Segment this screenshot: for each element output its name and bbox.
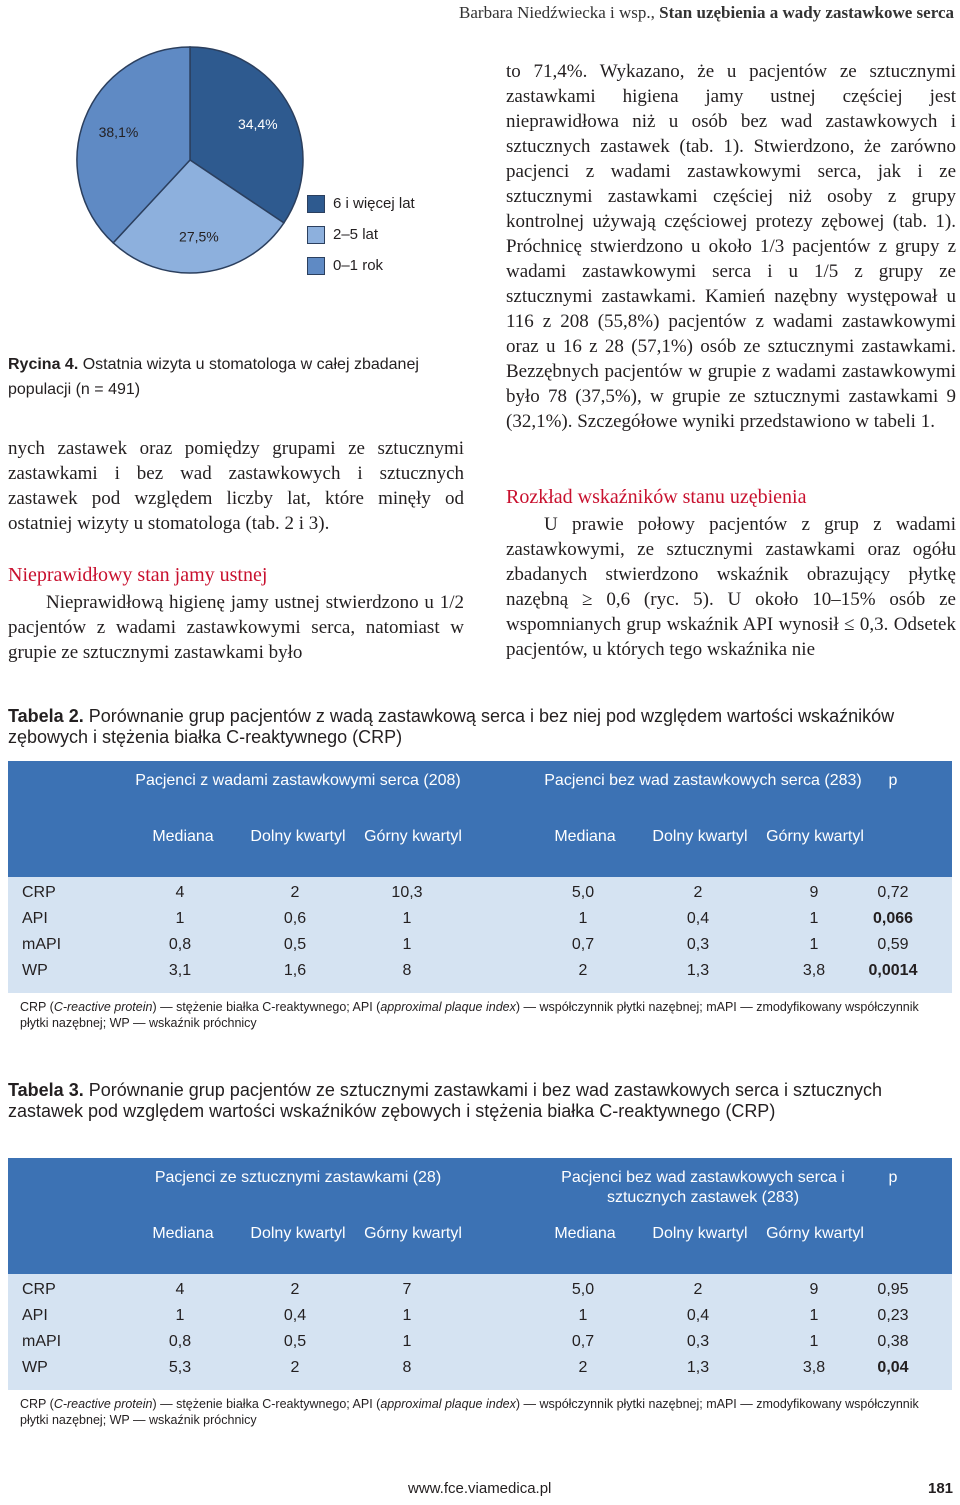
table-cell: 4 [175,1281,185,1298]
table-cell: 0,5 [283,936,307,953]
p-value-cell: 0,95 [877,1281,909,1298]
table-cell: 2 [693,1281,703,1298]
table-cell: 1 [809,1307,819,1324]
table-cell: 2 [693,884,703,901]
table-row [8,1355,952,1381]
table-row [8,880,952,906]
table3-group2-header: Pacjenci bez wad zastawkowych serca i sztucznych zastawek (283) [561,1169,845,1206]
table-row [8,1303,952,1329]
table-cell: 1,6 [283,962,307,979]
right-paragraph-1: to 71,4%. Wykazano, że u pacjentów ze sztucznymi zastawkami higiena jamy ustnej częściej jest nieprawidłowa niż u osób bez wad zastawkowych i sztucznych zastawek (tab. 1). Stwierdzono, że zarówno pacjenci z wadami zastawkowymi serca, jak i ze sztucznymi zastawkami częściej niż osoby z grupy kontrolnej używają częściowej protezy zębowej (tab. 1). Próchnicę stwierdzono u około 1/3 pacjentów z grupy z wadami zastawkowymi serca i u 1/5 z grupy ze sztucznymi zastawkami. Kamień nazębny występował u 116 z 208 (55,8%) pacjentów z wadami zastawkowymi oraz u 16 z 28 (57,1%) osób ze sztucznymi zastawkami. Bezzębnych pacjentów w grupie z wadami zastawkowymi było 78 (37,5%), w grupie ze sztucznymi zastawkami 9 (32,1%). Szczegółowe wyniki przedstawiono w tabeli 1. [506,61,956,432]
table3-subheader-1: Dolny kwartyl [250,1225,346,1242]
note-crp-en: C-reactive protein [53,1000,153,1014]
table-cell: 1 [402,910,412,927]
table-cell: 1,3 [686,1359,710,1376]
pie-slice-label-0: 34,4% [237,115,278,132]
table-cell: 2 [290,884,300,901]
table-cell: 7 [402,1281,412,1298]
row-label: WP [22,962,48,979]
p-value-cell: 0,0014 [868,962,918,979]
table-cell: 3,8 [802,962,826,979]
table2-label: Tabela 2. [8,706,84,726]
table2-group1-header: Pacjenci z wadami zastawkowymi serca (208) [135,772,461,789]
table-cell: 5,0 [571,1281,595,1298]
legend-item-0 [307,188,415,219]
table-cell: 1,3 [686,962,710,979]
p-value-cell: 0,066 [872,910,914,927]
table-cell: 0,4 [686,1307,710,1324]
figure-label: Rycina 4. [8,356,79,373]
table-cell: 1 [809,910,819,927]
footer-url[interactable]: www.fce.viamedica.pl [408,1480,552,1497]
row-label: API [22,1307,48,1324]
row-label: mAPI [22,1333,62,1350]
row-label: API [22,910,48,927]
p-value-cell: 0,04 [877,1359,909,1376]
note-api-en: approximal plaque index [380,1000,516,1014]
header-authors: Barbara Niedźwiecka i wsp. [459,3,651,22]
p-value-cell: 0,72 [877,884,909,901]
running-header: Barbara Niedźwiecka i wsp., Stan uzębienia a wady zastawkowe serca [459,3,954,22]
table-row [8,1329,952,1355]
pie-slice-label-2: 38,1% [98,123,139,140]
table-cell: 8 [402,1359,412,1376]
table2-header [8,761,952,877]
pie-chart [0,40,480,340]
table-cell: 1 [578,910,588,927]
header-title: Stan uzębienia a wady zastawkowe serca [659,3,954,22]
legend-label-1: 2–5 lat [333,226,379,243]
table-cell: 1 [402,1333,412,1350]
table3-subheader-5: Górny kwartyl [766,1225,864,1242]
table3-header [8,1158,952,1274]
table3-title-text: Porównanie grup pacjentów ze sztucznymi zastawkami i bez wad zastawkowych serca i sztucznych zastawek pod względem wartości wskaźników zębowych i stężenia białka C-reaktywnego (CRP) [8,1080,883,1121]
table-cell: 1 [175,910,185,927]
row-label: WP [22,1359,48,1376]
table-cell: 0,3 [686,1333,710,1350]
table-cell: 0,8 [168,936,192,953]
table3-subheader-4: Dolny kwartyl [652,1225,748,1242]
table-row [8,932,952,958]
table2-title-text: Porównanie grup pacjentów z wadą zastawkową serca i bez niej pod względem wartości wskaźników zębowych i stężenia białka C-reaktywnego (CRP) [8,706,895,747]
table3-label: Tabela 3. [8,1080,84,1100]
table2-title [8,706,952,748]
table-cell: 2 [290,1359,300,1376]
table-row [8,958,952,984]
legend-item-1 [307,219,415,250]
table-cell: 10,3 [391,884,423,901]
note-crp-pl: ) — stężenie białka C-reaktywnego; API ( [152,1397,381,1411]
table-row [8,1277,952,1303]
table3-subheader-0: Mediana [152,1225,214,1242]
legend-swatch-0 [307,195,325,213]
table-cell: 0,8 [168,1333,192,1350]
pie-slice-label-1: 27,5% [179,228,219,245]
table-cell: 1 [402,1307,412,1324]
table2-note [20,999,950,1031]
table-cell: 0,7 [571,936,595,953]
page-number: 181 [928,1480,954,1497]
legend-swatch-2 [307,257,325,275]
table-cell: 2 [578,1359,588,1376]
table-cell: 3,1 [168,962,192,979]
table3 [8,1158,952,1390]
table2-subheader-3: Mediana [554,828,616,845]
p-value-cell: 0,38 [877,1333,909,1350]
p-value-cell: 0,23 [877,1307,909,1324]
row-label: CRP [22,1281,56,1298]
right-heading: Rozkład wskaźników stanu uzębienia [506,486,807,508]
table2-p-header: p [888,772,898,789]
table2-subheader-4: Dolny kwartyl [652,828,748,845]
table-cell: 0,6 [283,910,307,927]
right-paragraph-2: U prawie połowy pacjentów z grup z wadami zastawkowymi, ze sztucznymi zastawkami oraz ogółu zbadanych stwierdzono wskaźnik obrazujący płytkę nazębną ≥ 0,6 (ryc. 5). U około 10–15% osób ze wspomnianych grup wskaźnik API wynosił ≤ 0,3. Odsetek pacjentów, u których tego wskaźnika nie [506,514,956,660]
table2-subheader-5: Górny kwartyl [766,828,864,845]
table-cell: 1 [809,1333,819,1350]
left-paragraph-1: nych zastawek oraz pomiędzy grupami ze sztucznymi zastawkami i bez wad zastawkowych i sztucznych zastawek pod względem liczby lat, które minęły od ostatniej wizyty u stomatologa (tab. 2 i 3). [8,438,464,534]
left-paragraph-2: Nieprawidłową higienę jamy ustnej stwierdzono u 1/2 pacjentów z wadami zastawkowymi serca, natomiast w grupie ze sztucznymi zastawkami było [8,592,464,663]
note-crp-en: C-reactive protein [53,1397,153,1411]
p-value-cell: 0,59 [877,936,909,953]
table-cell: 9 [809,1281,819,1298]
legend-label-0: 6 i więcej lat [333,195,415,212]
table-row [8,906,952,932]
left-heading: Nieprawidłowy stan jamy ustnej [8,564,268,586]
table3-title [8,1080,952,1122]
note-crp: CRP ( [20,1000,54,1014]
table-cell: 0,5 [283,1333,307,1350]
table-cell: 1 [175,1307,185,1324]
table3-note [20,1396,950,1428]
note-crp-pl: ) — stężenie białka C-reaktywnego; API ( [152,1000,381,1014]
note-crp: CRP ( [20,1397,54,1411]
table-cell: 1 [402,936,412,953]
table3-group1-header: Pacjenci ze sztucznymi zastawkami (28) [154,1169,442,1186]
table-cell: 9 [809,884,819,901]
table2-subheader-2: Górny kwartyl [364,828,462,845]
table-cell: 8 [402,962,412,979]
table-cell: 1 [578,1307,588,1324]
table-cell: 3,8 [802,1359,826,1376]
table-cell: 0,3 [686,936,710,953]
table3-p-header: p [888,1169,898,1186]
table-cell: 4 [175,884,185,901]
table3-subheader-3: Mediana [554,1225,616,1242]
table2-subheader-1: Dolny kwartyl [250,828,346,845]
table2-group2-header: Pacjenci bez wad zastawkowych serca (283) [544,772,862,789]
table-cell: 5,0 [571,884,595,901]
row-label: CRP [22,884,56,901]
table-cell: 5,3 [168,1359,192,1376]
row-label: mAPI [22,936,62,953]
legend-label-2: 0–1 rok [333,257,384,274]
note-api-en: approximal plaque index [380,1397,516,1411]
legend-swatch-1 [307,226,325,244]
chart-legend [307,188,415,281]
legend-item-2 [307,250,415,281]
table-cell: 0,4 [686,910,710,927]
figure-caption-text: Ostatnia wizyta u stomatologa w całej zbadanej populacji (n = 491) [8,356,419,398]
table-cell: 2 [578,962,588,979]
note-rest: ) — współczynnik płytki nazębnej; mAPI — zmodyfikowany współczynnik płytki nazębnej; WP — wskaźnik próchnicy [20,1397,919,1427]
table2 [8,761,952,993]
table-cell: 0,7 [571,1333,595,1350]
table2-subheader-0: Mediana [152,828,214,845]
table-cell: 0,4 [283,1307,307,1324]
figure-caption [8,352,472,402]
note-rest: ) — współczynnik płytki nazębnej; mAPI — zmodyfikowany współczynnik płytki nazębnej; WP — wskaźnik próchnicy [20,1000,919,1030]
table3-subheader-2: Górny kwartyl [364,1225,462,1242]
table-cell: 1 [809,936,819,953]
table-cell: 2 [290,1281,300,1298]
